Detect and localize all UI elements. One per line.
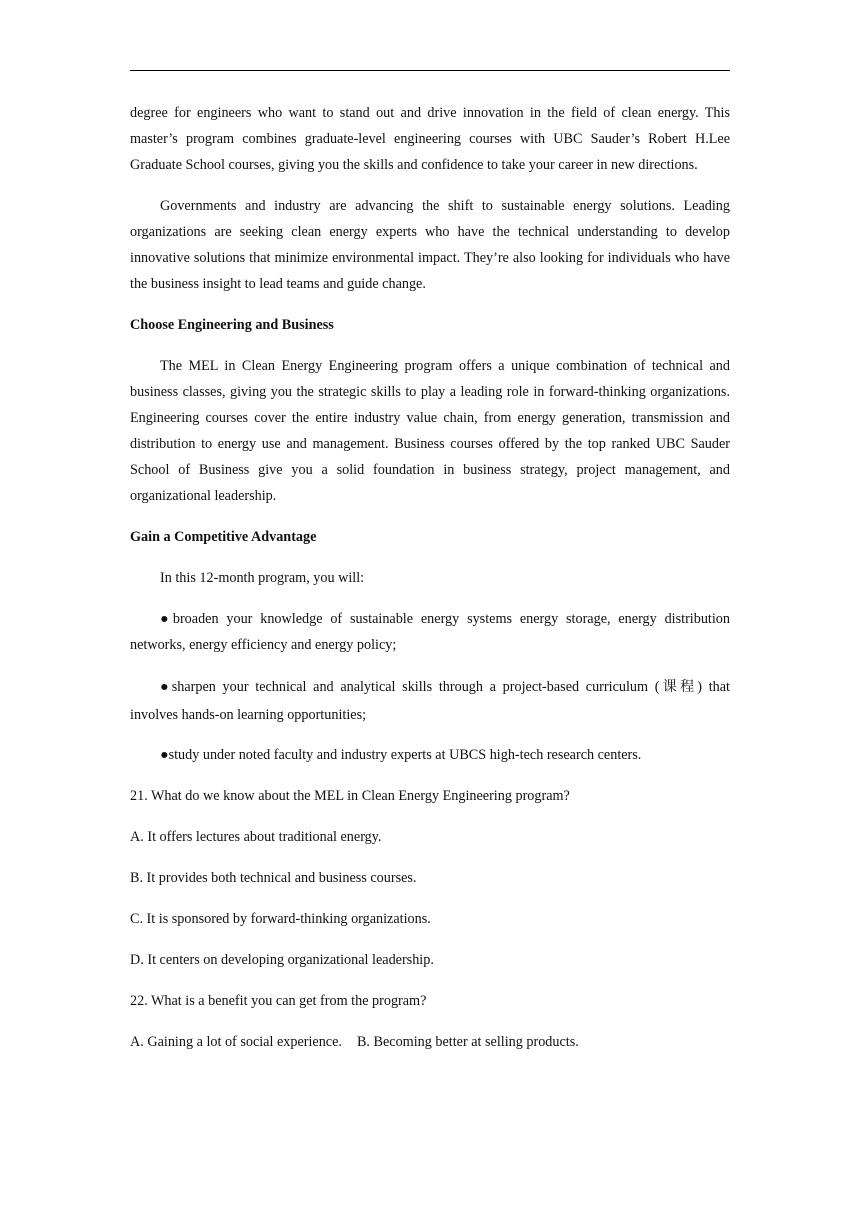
question-21-stem: 21. What do we know about the MEL in Clean Energy Engineering program? [130, 788, 570, 804]
program-intro-text: In this 12-month program, you will: [160, 570, 365, 586]
section-heading-competitive-advantage: Gain a Competitive Advantage [130, 529, 317, 545]
question-21-option-b: B. It provides both technical and business courses. [130, 870, 417, 886]
question-22-option-b: B. Becoming better at selling products. [356, 1034, 579, 1050]
passage-paragraph-2: Governments and industry are advancing the shift to sustainable energy solutions. Leading organizations are seeking clean energy experts who have the technical understanding to develop innovative solutions that minimize environmental impact. They’re also looking for individuals who have the business insight to lead teams and guide change. [130, 198, 730, 292]
header-rule [130, 70, 730, 71]
bullet-item-faculty: ●study under noted faculty and industry experts at UBCS high-tech research centers. [160, 747, 642, 763]
page-content [130, 100, 730, 1070]
question-22-option-a: A. Gaining a lot of social experience. [130, 1034, 342, 1050]
section-heading-engineering-business: Choose Engineering and Business [130, 317, 334, 333]
bullet-item-knowledge: ●broaden your knowledge of sustainable energy systems energy storage, energy distribution networks, energy efficiency and energy policy; [130, 611, 730, 653]
question-22-options-row [130, 1029, 730, 1055]
passage-paragraph-1: degree for engineers who want to stand out and drive innovation in the field of clean energy. This master’s program combines graduate-level engineering courses with UBC Sauder’s Robert H.Lee Graduate School courses, giving you the skills and confidence to take your career in new directions. [130, 105, 730, 173]
question-21-option-a: A. It offers lectures about traditional energy. [130, 829, 382, 845]
bullet-item-skills: ●sharpen your technical and analytical skills through a project-based curriculum (课程) that involves hands-on learning opportunities; [130, 679, 730, 723]
question-22-stem: 22. What is a benefit you can get from the program? [130, 993, 427, 1009]
section-engineering-business-text: The MEL in Clean Energy Engineering program offers a unique combination of technical and business classes, giving you the strategic skills to play a leading role in forward-thinking organizations. Engineering courses cover the entire industry value chain, from energy generation, transmission and distribution to energy use and management. Business courses offered by the top ranked UBC Sauder School of Business give you a solid foundation in business strategy, project management, and organizational leadership. [130, 358, 730, 504]
question-21-option-c: C. It is sponsored by forward-thinking organizations. [130, 911, 431, 927]
question-21-option-d: D. It centers on developing organizational leadership. [130, 952, 434, 968]
